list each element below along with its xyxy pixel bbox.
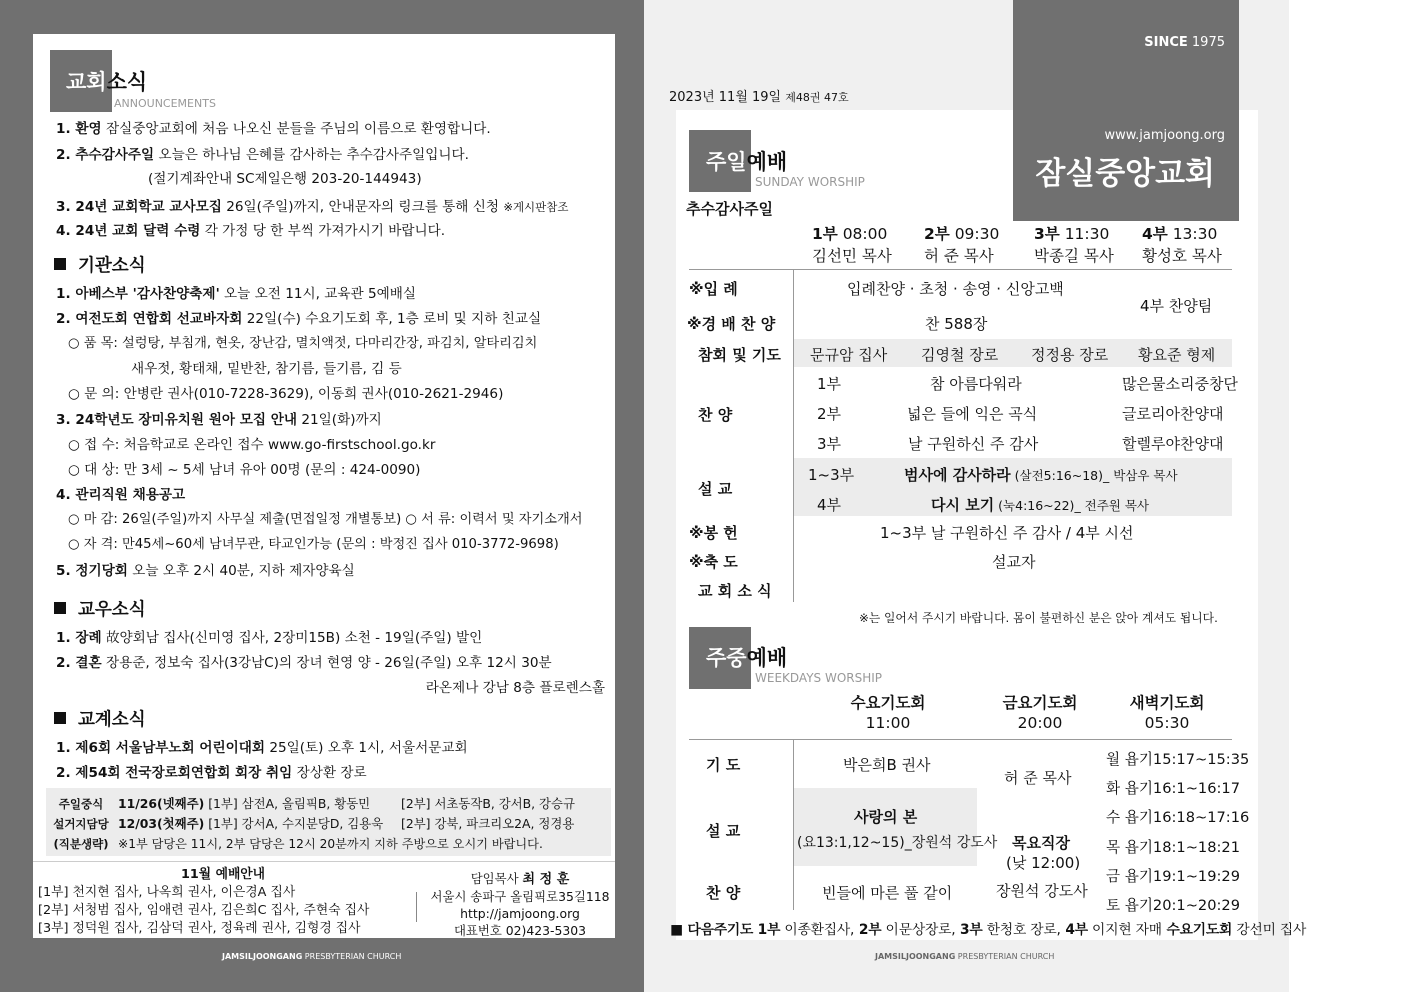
- news-item: 2. 제54회 전국장로회연합회 회장 취임 장상환 장로: [56, 765, 367, 781]
- sermon-part: 4부: [817, 496, 842, 514]
- news-detail: ○ 자 격: 만45세~60세 남녀무관, 타교인가능 (문의 : 박정진 집사 010-3772-9698): [68, 537, 559, 552]
- usher-row: [2부] 서청범 집사, 임애련 권사, 김은희C 집사, 주현숙 집사: [38, 903, 370, 918]
- section-bullet-icon: [54, 712, 66, 724]
- weekday-label: 찬 양: [706, 884, 741, 902]
- thursday-time: (낮 12:00): [1006, 854, 1081, 872]
- table-column-rule: [793, 270, 794, 602]
- order-value: 찬 588장: [925, 315, 988, 333]
- wed-sermon-title: 사랑의 본: [854, 808, 918, 826]
- table-rule: [689, 739, 1232, 740]
- weekday-col-header: 수요기도회 11:00: [850, 694, 926, 732]
- order-value: 4부 찬양팀: [1140, 297, 1213, 315]
- section-heading: 교계소식: [78, 710, 146, 730]
- weekday-label: 기 도: [706, 756, 741, 774]
- news-item: 4. 관리직원 채용공고: [56, 487, 186, 503]
- sermon-part: 1~3부: [808, 466, 855, 484]
- order-value: 입례찬양 · 초청 · 송영 · 신앙고백: [847, 280, 1064, 298]
- divider: [33, 861, 615, 862]
- section-heading: 기관소식: [78, 256, 146, 276]
- usher-guide: 11월 예배안내 [1부] 천지현 집사, 나옥희 권사, 이은경A 집사 [2부] 서청범 집사, 임애련 권사, 김은희C 집사, 주현숙 집사 [3부] 정덕원 집사, 김삼덕 권사, 정육례 권사, 김형경 집사: [38, 866, 408, 938]
- order-label: 찬 양: [698, 406, 733, 424]
- prayer-leader: 황요준 형제: [1138, 346, 1216, 364]
- left-footer: JAMSILJOONGANG PRESBYTERIAN CHURCH: [222, 952, 402, 961]
- hymn-choir: 글로리아찬양대: [1122, 405, 1224, 423]
- church-name: 잠실중앙교회: [1035, 156, 1215, 192]
- weekday-worship-title: 주중예배: [706, 646, 788, 670]
- news-item: 1. 아베스부 '감사찬양축제' 오늘 오전 11시, 교육관 5예배실: [56, 286, 417, 302]
- news-detail: ○ 대 상: 만 3세 ~ 5세 남녀 유아 00명 (문의 : 424-0090): [68, 462, 421, 478]
- dawn-prayer-schedule: 월 욥기15:17~15:35 화 욥기16:1~16:17 수 욥기16:18~17:16 목 욥기18:1~18:21 금 욥기19:1~19:29 토 욥기20:1~20:29: [1106, 751, 1250, 915]
- order-label: ※경 배 찬 양: [687, 315, 776, 333]
- usher-row: [3부] 정덕원 집사, 김삼덕 권사, 정육례 권사, 김형경 집사: [38, 921, 361, 936]
- announcement-item: 3. 24년 교회학교 교사모집 26일(주일)까지, 안내문자의 링크를 통해 신청 ※게시판참조: [56, 199, 569, 215]
- meal-duty-box: [46, 788, 611, 856]
- member-news-list: [56, 629, 611, 704]
- service-time: 3부 11:30: [1034, 225, 1110, 243]
- bulletin-date: 2023년 11월 19일 제48권 47호: [669, 90, 849, 105]
- standing-note: ※는 일어서 주시기 바랍니다. 몸이 불편하신 분은 앉아 계셔도 됩니다.: [859, 611, 1218, 625]
- order-label: ※축 도: [689, 553, 738, 571]
- right-footer: JAMSILJOONGANG PRESBYTERIAN CHURCH: [875, 952, 1055, 961]
- news-detail: 라온제나 강남 8층 플로렌스홀: [425, 680, 605, 696]
- hymn-part: 3부: [817, 435, 842, 453]
- order-value: 설교자: [992, 553, 1036, 571]
- wed-prayer: 박은희B 권사: [843, 756, 931, 774]
- meal-duty-label: 주일중식 설거지담당 (직분생략): [53, 797, 109, 851]
- wed-song: 빈들에 마른 풀 같이: [822, 884, 953, 902]
- prayer-leader: 정정용 장로: [1031, 346, 1109, 364]
- weekday-worship-subtitle: WEEKDAYS WORSHIP: [755, 671, 883, 685]
- table-rule: [689, 269, 1232, 270]
- order-label: 교 회 소 식: [698, 582, 772, 600]
- announcement-item: 1. 환영 잠실중앙교회에 처음 나오신 분들을 주님의 이름으로 환영합니다.: [56, 121, 491, 137]
- thursday-title: 목요직장: [1012, 834, 1070, 852]
- service-time: 1부 08:00: [812, 225, 888, 243]
- thursday-leader: 장원석 강도사: [996, 882, 1088, 900]
- section-bullet-icon: [54, 602, 66, 614]
- prayer-leader: 문규암 집사: [810, 346, 888, 364]
- announcement-list: [56, 120, 611, 246]
- weekday-label: 설 교: [706, 822, 741, 840]
- news-item: 1. 제6회 서울남부노회 어린이대회 25일(토) 오후 1시, 서울서문교회: [56, 740, 468, 756]
- service-pastor: 김선민 목사: [812, 247, 892, 265]
- hymn-part: 1부: [817, 375, 842, 393]
- news-detail: ○ 품 목: 설렁탕, 부침개, 현옷, 장난감, 멸치액젓, 다마리간장, 파김치, 알타리김치: [68, 336, 538, 351]
- announcement-item: (절기계좌안내 SC제일은행 203-20-144943): [148, 171, 422, 187]
- hymn-title: 날 구원하신 주 감사: [908, 435, 1039, 453]
- weekday-col-header: 새벽기도회 05:30: [1129, 694, 1205, 732]
- order-value: 1~3부 날 구원하신 주 감사 / 4부 시선: [880, 524, 1134, 542]
- announcements-subtitle: ANNOUNCEMENTS: [114, 97, 216, 110]
- meal-duty-note: ※1부 담당은 11시, 2부 담당은 12시 20분까지 지하 주방으로 오시기 바랍니다.: [118, 837, 543, 851]
- news-item: 3. 24학년도 장미유치원 원아 모집 안내 21일(화)까지: [56, 412, 382, 428]
- news-item: 2. 결혼 장용준, 정보숙 집사(3강남C)의 장녀 현영 양 - 26일(주일) 오후 12시 30분: [56, 655, 552, 671]
- title-part-black: 소식: [106, 70, 148, 94]
- order-label: ※봉 헌: [689, 524, 738, 542]
- news-detail: ○ 마 감: 26일(주일)까지 사무실 제출(면접일정 개별통보) ○ 서 류: 이력서 및 자기소개서: [68, 512, 583, 527]
- announcement-item: 4. 24년 교회 달력 수령 각 가정 당 한 부씩 가져가시기 바랍니다.: [56, 223, 446, 239]
- news-item: 2. 여전도회 연합회 선교바자회 22일(수) 수요기도회 후, 1층 로비 및 지하 친교실: [56, 311, 542, 327]
- usher-row: [1부] 천지현 집사, 나옥희 권사, 이은경A 집사: [38, 885, 296, 900]
- sermon-info: 범사에 감사하라 (살전5:16~18)_ 박삼우 목사: [904, 466, 1178, 484]
- sermon-info: 다시 보기 (눅4:16~22)_ 전주원 목사: [931, 496, 1150, 514]
- service-pastor: 황성호 목사: [1142, 247, 1222, 265]
- announcements-title: [66, 66, 147, 96]
- section-bullet-icon: [54, 258, 66, 270]
- divider: [416, 892, 417, 922]
- meal-duty-cell: [2부] 강북, 파크리오2A, 정경용: [401, 816, 575, 831]
- news-item: 1. 장례 故양회남 집사(신미영 집사, 2장미15B) 소천 - 19일(주일) 발인: [56, 630, 483, 646]
- hymn-title: 참 아름다워라: [930, 375, 1022, 393]
- service-pastor: 허 준 목사: [924, 247, 994, 265]
- announcement-item: 2. 추수감사주일 오늘은 하나님 은혜를 감사하는 추수감사주일입니다.: [56, 147, 469, 163]
- order-label: 설 교: [698, 480, 733, 498]
- wed-sermon-bg: [794, 788, 977, 866]
- sunday-name: 추수감사주일: [686, 200, 773, 218]
- meal-duty-row: 12/03(첫째주) [1부] 강서A, 수지분당D, 김용욱: [118, 816, 384, 831]
- prayer-leader: 김영철 장로: [921, 346, 999, 364]
- wed-sermon-ref: (요13:1,12~15)_장원석 강도사: [797, 835, 998, 851]
- hymn-title: 넓은 들에 익은 곡식: [907, 405, 1038, 423]
- org-news-list: [56, 285, 616, 587]
- meal-duty-cell: [2부] 서초동작B, 강서B, 강승규: [401, 796, 575, 811]
- title-part-gray: 교회: [66, 70, 107, 94]
- website-url: www.jamjoong.org: [1104, 128, 1225, 143]
- brand-box: [1013, 0, 1239, 221]
- next-prayer-line: ■ 다음주기도 1부 이종환집사, 2부 이문상장로, 3부 한청호 장로, 4부 이지현 자매 수요기도회 강선미 집사: [670, 922, 1307, 938]
- pastor-info: 담임목사 최 정 훈 서울시 송파구 올림픽로35길118 http://jamjoong.org 대표번호 02)423-5303: [430, 871, 610, 938]
- sunday-worship-title: 주일예배: [706, 150, 788, 174]
- service-time: 4부 13:30: [1142, 225, 1218, 243]
- hymn-choir: 할렐루야찬양대: [1122, 435, 1224, 453]
- news-detail: 새우젓, 황태채, 밑반찬, 참기름, 들기름, 김 등: [131, 361, 402, 377]
- fri-leader: 허 준 목사: [1004, 769, 1072, 787]
- since-label: SINCE 1975: [1144, 35, 1225, 50]
- weekday-col-header: 금요기도회 20:00: [1002, 694, 1078, 732]
- news-detail: ○ 접 수: 처음학교로 온라인 접수 www.go-firstschool.go.kr: [68, 437, 436, 453]
- meal-duty-row: 11/26(넷째주) [1부] 삼전A, 올림픽B, 황동민: [118, 796, 371, 811]
- order-label: ※입 례: [689, 280, 738, 298]
- denomination-news-list: [56, 739, 611, 789]
- hymn-choir: 많은물소리중창단: [1122, 375, 1238, 393]
- news-item: 5. 정기당회 오늘 오후 2시 40분, 지하 제자양육실: [56, 563, 355, 579]
- section-heading: 교우소식: [78, 600, 146, 620]
- hymn-part: 2부: [817, 405, 842, 423]
- order-label: 참회 및 기도: [698, 346, 781, 364]
- news-detail: ○ 문 의: 안병란 권사(010-7228-3629), 이동희 권사(010-2621-2946): [68, 386, 504, 402]
- service-pastor: 박종길 목사: [1034, 247, 1114, 265]
- service-time: 2부 09:30: [924, 225, 1000, 243]
- sunday-worship-subtitle: SUNDAY WORSHIP: [755, 175, 865, 189]
